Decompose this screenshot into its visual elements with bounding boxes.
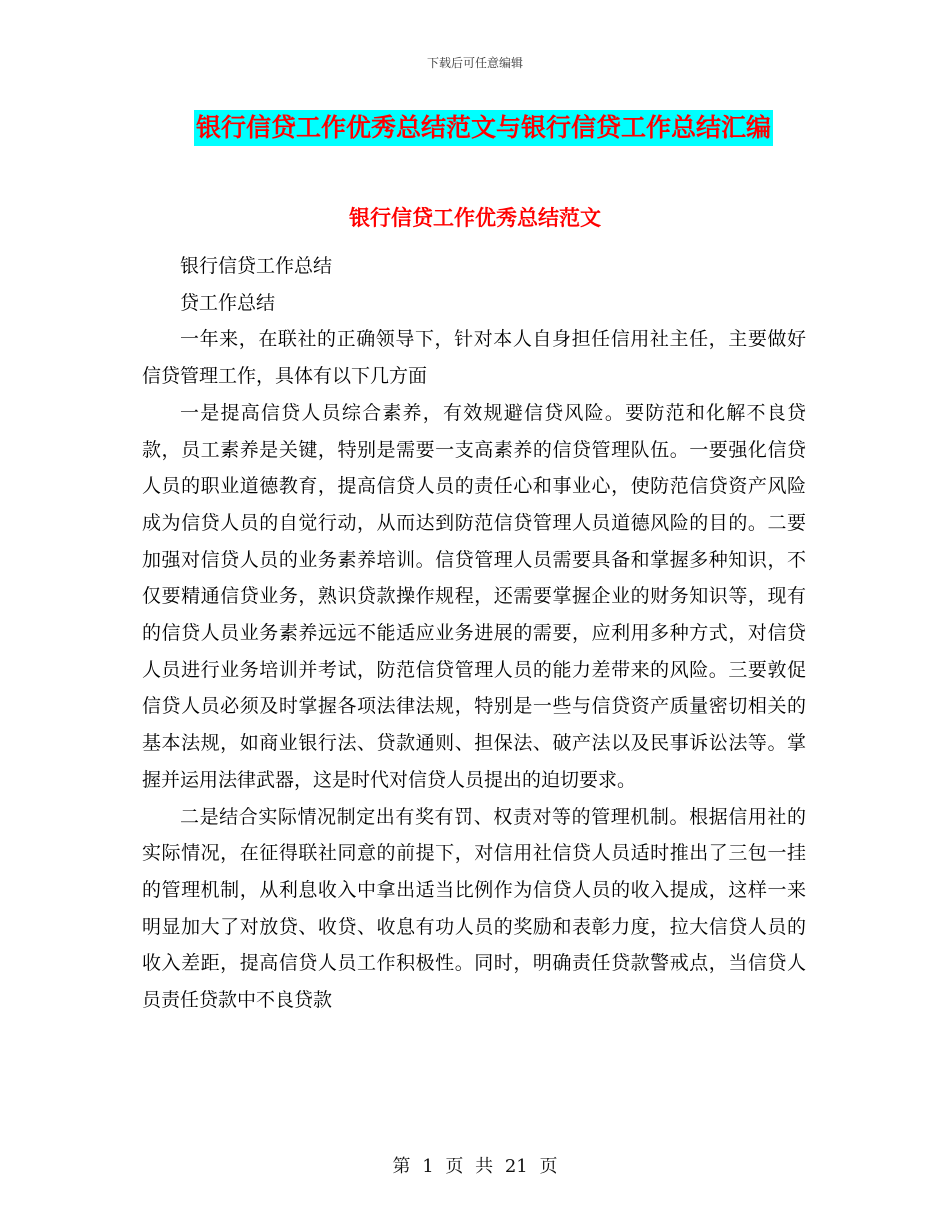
paragraph: 二是结合实际情况制定出有奖有罚、权责对等的管理机制。根据信用社的实际情况，在征得联社同意的前提下，对信用社信贷人员适时推出了三包一挂的管理机制，从利息收入中拿出适当比例作为信贷人员的收入提成，这样一来明显加大了对放贷、收贷、收息有功人员的奖励和表彰力度，拉大信贷人员的收入差距，提高信贷人员工作积极性。同时，明确责任贷款警戒点，当信贷人员责任贷款中不良贷款 — [142, 805, 806, 1012]
page-number-footer: 第 1 页 共 21 页 — [392, 1156, 558, 1177]
document-main-title: 银行信贷工作优秀总结范文与银行信贷工作总结汇编 — [194, 110, 773, 146]
document-sub-title: 银行信贷工作优秀总结范文 — [349, 205, 601, 230]
document-body — [142, 248, 806, 1019]
paragraph: 贷工作总结 — [180, 291, 276, 314]
paragraph: 一是提高信贷人员综合素养，有效规避信贷风险。要防范和化解不良贷款，员工素养是关键，特别是需要一支高素养的信贷管理队伍。一要强化信贷人员的职业道德教育，提高信贷人员的责任心和事业心，使防范信贷资产风险成为信贷人员的自觉行动，从而达到防范信贷管理人员道德风险的目的。二要加强对信贷人员的业务素养培训。信贷管理人员需要具备和掌握多种知识，不仅要精通信贷业务，熟识贷款操作规程，还需要掌握企业的财务知识等，现有的信贷人员业务素养远远不能适应业务进展的需要，应利用多种方式，对信贷人员进行业务培训并考试，防范信贷管理人员的能力差带来的风险。三要敦促信贷人员必须及时掌握各项法律法规，特别是一些与信贷资产质量密切相关的基本法规，如商业银行法、贷款通则、担保法、破产法以及民事诉讼法等。掌握并运用法律武器，这是时代对信贷人员提出的迫切要求。 — [142, 401, 806, 791]
paragraph: 银行信贷工作总结 — [180, 255, 333, 277]
header-note: 下载后可任意编辑 — [426, 56, 523, 70]
paragraph: 一年来，在联社的正确领导下，针对本人自身担任信用社主任，主要做好信贷管理工作，具体有以下几方面 — [142, 328, 806, 388]
